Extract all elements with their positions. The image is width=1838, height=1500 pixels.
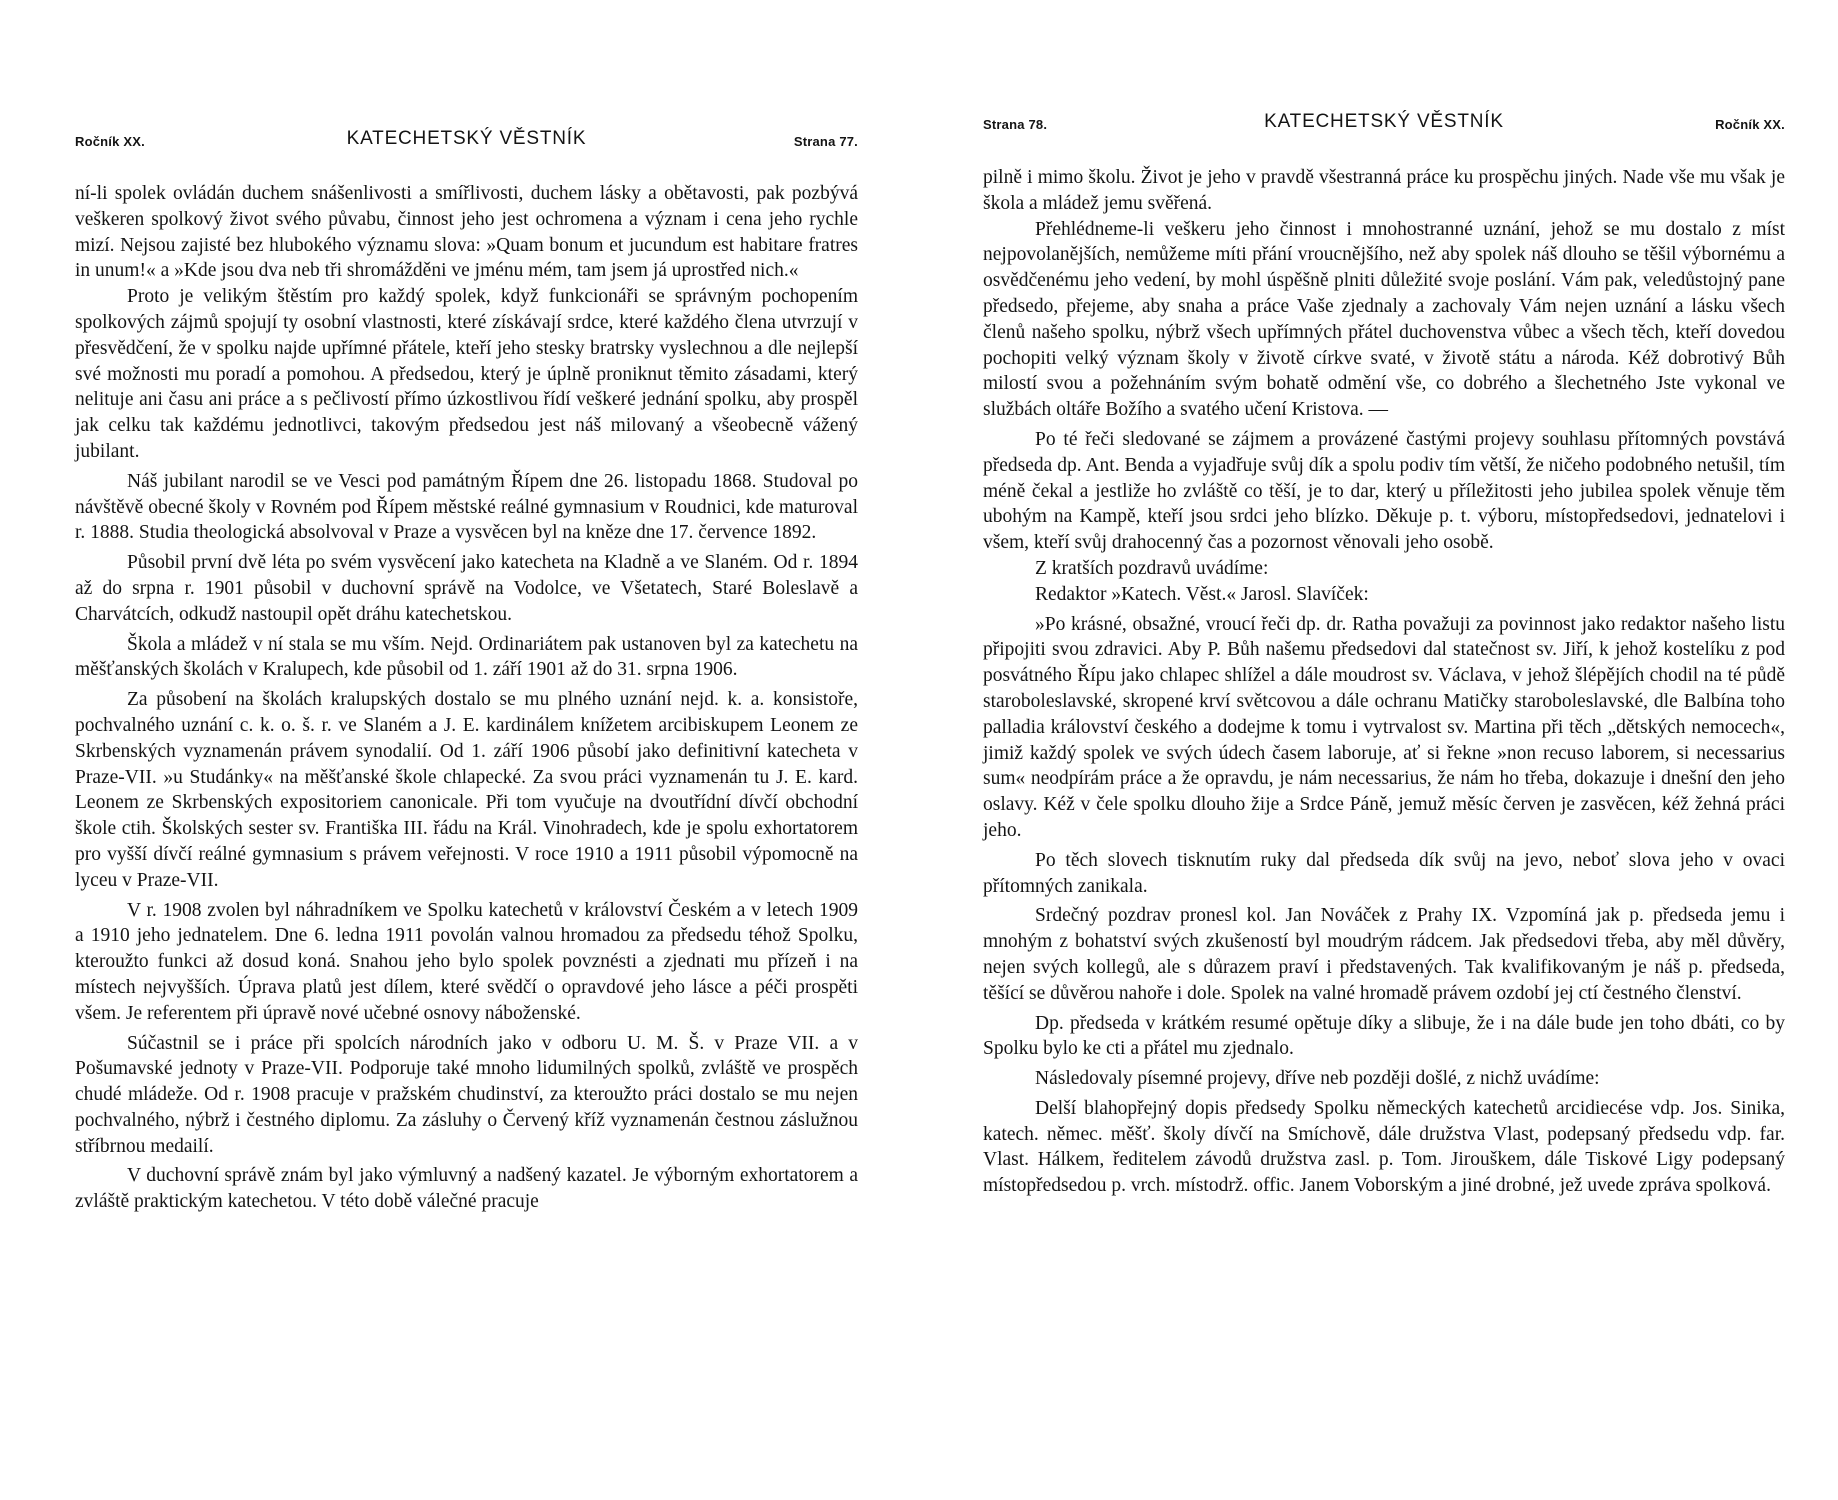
- paragraph: Náš jubilant narodil se ve Vesci pod památným Řípem dne 26. listopadu 1868. Studoval po návštěvě obecné školy v Rovném pod Řípem městské reálné gymnasium v Roudnici, kde maturoval r. 1888. Studia theologická absolvoval v Praze a vysvěcen byl na kněze dne 17. července 1892.: [75, 470, 858, 544]
- paragraph: Po těch slovech tisknutím ruky dal předseda dík svůj na jevo, neboť slova jeho v ovaci přítomných zanikala.: [983, 849, 1785, 897]
- paragraph: Proto je velikým štěstím pro každý spolek, když funkcionáři se správným pochopením spolkových zájmů spojují ty osobní vlastnosti, které získávají srdce, které každého člena utvrzují v přesvědčení, že v spolku najde upřímné přátele, kteří jeho stesky bratrsky vyslechnou a dle nejlepší své možnosti mu poradí a pomohou. A předsedou, který je úplně proniknut těmito zásadami, který nelituje ani času ani práce a s pečlivostí přímo úzkostlivou řídí veškeré jednání spolku, aby prospěl jak celku tak každému jednotlivci, takovým předsedou jest náš milovaný a všeobecně vážený jubilant.: [75, 286, 858, 462]
- quoted-greeting: »Po krásné, obsažné, vroucí řeči dp. dr. Ratha považuji za povinnost jako redaktor našeho listu připojiti svou zdravici. Aby P. Bůh našemu předsedovi dal statečnost sv. Jiří, k jehož kostelíku z pod posvátného Řípu jako chlapec shlížel a dále moudrost sv. Václava, v jehož šlépějích chodil na té půdě staroboleslavské, skropené krví světcovou a dále ochranu Matičky staroboleslavské, dle Balbína toho palladia království českého a dodejme k tomu i vytrvalost sv. Martina při těch „dětských nemocech«, jimiž každý spolek ve svých údech časem laboruje, ať si řekne »non recuso laborem, si necessarius sum« neodpírám práce a že opravdu, je nám necessarius, že nám ho třeba, dokazuje i dnešní den jeho oslavy. Kéž v čele spolku dlouho žije a Srdce Páně, jemuž měsíc červen je zasvěcen, kéž žehná práci jeho.: [983, 613, 1785, 841]
- paragraph: Súčastnil se i práce při spolcích národních jako v odboru U. M. Š. v Praze VII. a v Pošumavské jednoty v Praze-VII. Podporuje také mnoho lidumilných spolků, zvláště ve prospěch chudé mládeže. Od r. 1908 pracuje v pražském chudinství, za kteroužto práci dostalo se mu nejen pochvalného, nýbrž i čestného diplomu. Za zásluhy o Červený kříž vyznamenán čestnou záslužnou stříbrnou medailí.: [75, 1032, 858, 1157]
- left-page: [75, 0, 858, 1500]
- paragraph: Následovaly písemné projevy, dříve neb později došlé, z nichž uvádíme:: [1035, 1068, 1600, 1090]
- right-page: [983, 0, 1785, 1500]
- paragraph: Redaktor »Katech. Věst.« Jarosl. Slavíček:: [1035, 583, 1369, 605]
- paragraph: pilně i mimo školu. Život je jeho v pravdě všestranná práce ku prospěchu jiných. Nade vše mu však je škola a mládež jemu svěřená.: [983, 167, 1785, 214]
- paragraph: Za působení na školách kralupských dostalo se mu plného uznání nejd. k. a. konsistoře, pochvalného uznání c. k. o. š. r. ve Slaném a J. E. kardinálem knížetem arcibiskupem Leonem ze Skrbenských vyznamenán právem synodalií. Od 1. září 1906 působí jako definitivní katecheta v Praze-VII. »u Studánky« na měšťanské škole chlapecké. Za svou práci vyznamenán tu J. E. kard. Leonem ze Skrbenských expositoriem canonicale. Při tom vyučuje na dvoutřídní dívčí obchodní škole ctih. Školských sester sv. Františka III. řádu na Král. Vinohradech, kde je spolu exhortatorem pro vyšší dívčí reálné gymnasium s právem veřejnosti. V roce 1910 a 1911 působil výpomocně na lyceu v Praze-VII.: [75, 689, 858, 891]
- volume-label: Ročník XX.: [1715, 117, 1785, 132]
- journal-title: KATECHETSKÝ VĚSTNÍK: [1264, 111, 1504, 132]
- page-number: Strana 78.: [983, 117, 1048, 132]
- paragraph: V duchovní správě znám byl jako výmluvný a nadšený kazatel. Je výborným exhortatorem a zvláště praktickým katechetou. V této době válečné pracuje: [75, 1165, 858, 1213]
- paragraph: ní-li spolek ovládán duchem snášenlivosti a smířlivosti, duchem lásky a obětavosti, pak pozbývá veškeren spolkový život svého půvabu, činnost jeho jest ochromena a význam i cena jeho rychle mizí. Nejsou zajisté bez hlubokého významu slova: »Quam bonum et jucundum est habitare fratres in unum!« a »Kde jsou dva neb tři shromážděni ve jménu mém, tam jsem já uprostřed nich.«: [75, 183, 858, 282]
- paragraph: Dp. předseda v krátkém resumé opětuje díky a slibuje, že i na dále bude jen toho dbáti, co by Spolku bylo ke cti a přátel mu zjednalo.: [983, 1012, 1785, 1060]
- running-head: [75, 128, 858, 160]
- paragraph: Působil první dvě léta po svém vysvěcení jako katecheta na Kladně a ve Slaném. Od r. 1894 až do srpna r. 1901 působil v duchovní správě na Vodolce, ve Všetatech, Staré Boleslavě a Charvátcích, odkudž nastoupil opět dráhu katechetskou.: [75, 552, 858, 625]
- body-text: [75, 181, 858, 1215]
- paragraph: Škola a mládež v ní stala se mu vším. Nejd. Ordinariátem pak ustanoven byl za katechetu na měšťanských školách v Kralupech, kde působil od 1. září 1901 až do 31. srpna 1906.: [75, 633, 858, 681]
- volume-label: Ročník XX.: [75, 134, 145, 149]
- paragraph: V r. 1908 zvolen byl náhradníkem ve Spolku katechetů v království Českém a v letech 1909 a 1910 jeho jednatelem. Dne 6. ledna 1911 povolán valnou hromadou za předsedu téhož Spolku, kteroužto funkci až dosud koná. Snahou jeho bylo spolek povznésti a zjednati mu přízeň i na místech nejvyšších. Úprava platů jest dílem, které svědčí o opravdové jeho lásce a péči prospěti všem. Je referentem při úpravě nové učebné osnovy náboženské.: [75, 899, 858, 1024]
- paragraph: Po té řeči sledované se zájmem a provázené častými projevy souhlasu přítomných povstává předseda dp. Ant. Benda a vyjadřuje svůj dík a spolu podiv tím větší, že ničeho podobného netušil, tím méně čekal a jestliže ho zvláště co těší, je to dar, který u příležitosti jeho jubilea spolek věnuje těm ubohým na Kampě, kteří jsou srdci jeho blízko. Děkuje p. t. výboru, místopředsedovi, jednatelovi i všem, kteří svůj drahocenný čas a pozornost věnovali jeho osobě.: [983, 428, 1785, 554]
- body-text: [983, 165, 1785, 1199]
- paragraph: Srdečný pozdrav pronesl kol. Jan Nováček z Prahy IX. Vzpomíná jak p. předseda jemu i mnohým z bohatství svých zkušeností byl moudrým rádcem. Jak předsedovi třeba, aby měl důvěry, nejen svých kollegů, ale s důrazem praví i představených. Tak kvalifikovaným je náš p. předseda, těšící se důvěrou nahoře i dole. Spolek na valné hromadě právem ozdobí jej ctí čestného členství.: [983, 905, 1785, 1004]
- running-head: [983, 111, 1785, 143]
- paragraph: Delší blahopřejný dopis předsedy Spolku německých katechetů arcidiecése vdp. Jos. Sinika, katech. němec. měšť. školy dívčí na Smíchově, dále družstva Vlast, podepsaný předsedu vdp. far. Vlast. Hálkem, ředitelem závodů družstva zasl. p. Tom. Jirouškem, dále Tiskové Ligy podepsaný místopředsedou p. vrch. místodrž. offic. Janem Voborským a jiné drobné, jež uvede zpráva spolková.: [983, 1097, 1785, 1197]
- paragraph: Přehlédneme-li veškeru jeho činnost i mnohostranné uznání, jehož se mu dostalo z míst nejpovolanějších, nemůžeme míti přání vroucnějšího, než aby spolek náš dlouho se těšil výbornému a osvědčenému jeho vedení, by mohl úspěšně plniti důležité svoje poslání. Vám pak, veledůstojný pane předsedo, přejeme, aby snaha a práce Vaše zjednaly a zachovaly Vám nejen uznání a lásku všech členů našeho spolku, nýbrž všech upřímných přátel duchovenstva vůbec a všech těch, kteří dovedou pochopiti velký význam školy v životě církve svaté, v životě státu a národa. Kéž dobrotivý Bůh milostí svou a požehnáním svým bohatě odmění vše, co dobrého a šlechetného Jste vykonal ve službách oltáře Božího a svatého učení Kristova. —: [983, 218, 1785, 421]
- page-number: Strana 77.: [793, 134, 858, 149]
- paragraph: Z kratších pozdravů uvádíme:: [1035, 557, 1269, 579]
- journal-title: KATECHETSKÝ VĚSTNÍK: [346, 128, 587, 149]
